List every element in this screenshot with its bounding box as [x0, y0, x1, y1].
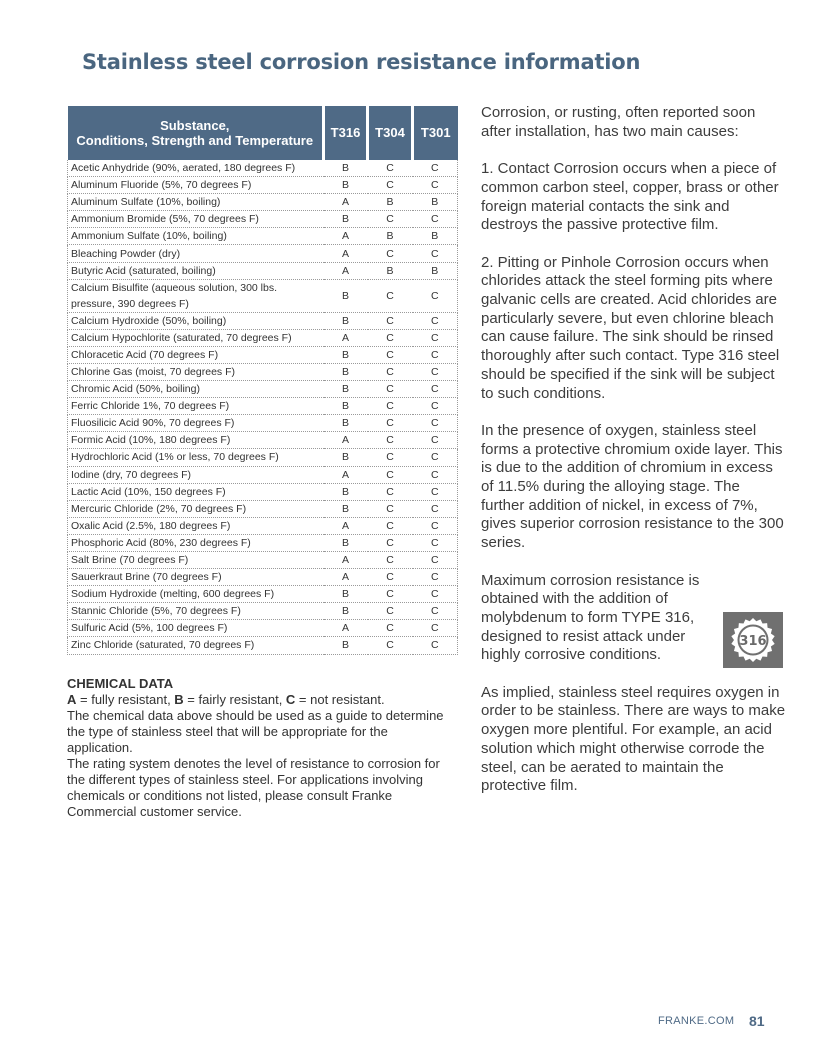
t301-rating: C	[413, 449, 458, 466]
t301-rating: B	[413, 262, 458, 279]
table-row	[68, 466, 458, 483]
table-row	[68, 329, 458, 346]
t316-rating: B	[324, 160, 368, 177]
t304-rating: C	[368, 245, 413, 262]
t304-rating: C	[368, 586, 413, 603]
t316-rating: B	[324, 483, 368, 500]
header-t316: T316	[324, 106, 368, 160]
t304-rating: C	[368, 637, 413, 654]
gear-seal-icon	[723, 612, 783, 668]
type-316-line: designed to resist attack under	[481, 627, 686, 645]
t301-rating: C	[413, 500, 458, 517]
t304-rating: C	[368, 620, 413, 637]
t304-rating: C	[368, 346, 413, 363]
corrosion-resistance-table	[67, 106, 458, 655]
t304-rating: C	[368, 329, 413, 346]
t304-rating: C	[368, 483, 413, 500]
t304-rating: B	[368, 262, 413, 279]
table-row	[68, 500, 458, 517]
table-row	[68, 381, 458, 398]
t304-rating: C	[368, 211, 413, 228]
t304-rating: C	[368, 466, 413, 483]
t301-rating: C	[413, 329, 458, 346]
t301-rating: C	[413, 381, 458, 398]
t301-rating: C	[413, 346, 458, 363]
chemical-data-section	[67, 676, 452, 820]
table-row	[68, 312, 458, 329]
t316-rating: B	[324, 415, 368, 432]
t301-rating: C	[413, 363, 458, 380]
t301-rating: C	[413, 177, 458, 194]
t316-rating: B	[324, 586, 368, 603]
contact-corrosion-paragraph: 1. Contact Corrosion occurs when a piece of common carbon steel, copper, brass or other foreign material contacts the sink and destroys the passive protective film.	[481, 160, 779, 234]
table-row	[68, 415, 458, 432]
substance-cell: Stannic Chloride (5%, 70 degrees F)	[68, 603, 324, 620]
t301-rating: C	[413, 586, 458, 603]
header-t304: T304	[368, 106, 413, 160]
t316-rating: A	[324, 517, 368, 534]
substance-cell: Ammonium Sulfate (10%, boiling)	[68, 228, 324, 245]
table-body	[68, 160, 458, 654]
t301-rating: B	[413, 228, 458, 245]
t304-rating: C	[368, 569, 413, 586]
t301-rating: C	[413, 432, 458, 449]
substance-cell: Mercuric Chloride (2%, 70 degrees F)	[68, 500, 324, 517]
table-row	[68, 194, 458, 211]
t304-rating: C	[368, 603, 413, 620]
substance-cell: Sauerkraut Brine (70 degrees F)	[68, 569, 324, 586]
t301-rating: C	[413, 466, 458, 483]
legend-text-c: = not resistant.	[295, 692, 385, 707]
t301-rating: B	[413, 194, 458, 211]
substance-cell: Phosphoric Acid (80%, 230 degrees F)	[68, 534, 324, 551]
substance-cell: Lactic Acid (10%, 150 degrees F)	[68, 483, 324, 500]
t301-rating: C	[413, 160, 458, 177]
table-row	[68, 346, 458, 363]
t304-rating: C	[368, 363, 413, 380]
substance-cell: Oxalic Acid (2.5%, 180 degrees F)	[68, 517, 324, 534]
legend-text-a: = fully resistant,	[76, 692, 175, 707]
t304-rating: C	[368, 517, 413, 534]
t301-rating: C	[413, 245, 458, 262]
substance-cell: Sodium Hydroxide (melting, 600 degrees F)	[68, 586, 324, 603]
substance-cell: Bleaching Powder (dry)	[68, 245, 324, 262]
table-row	[68, 534, 458, 551]
table-row	[68, 211, 458, 228]
t301-rating: C	[413, 517, 458, 534]
oxygen-paragraph: In the presence of oxygen, stainless steel forms a protective chromium oxide layer. This is due to the addition of chromium in excess of 11.5% during the alloying stage. The further addition of nickel, in excess of 7%, gives superior corrosion resistance to the 300 series.	[481, 421, 784, 552]
t301-rating: C	[413, 534, 458, 551]
legend-key-b: B	[174, 692, 184, 707]
t316-rating: A	[324, 432, 368, 449]
table-row	[68, 620, 458, 637]
t304-rating: C	[368, 381, 413, 398]
t304-rating: B	[368, 228, 413, 245]
pitting-corrosion-paragraph: 2. Pitting or Pinhole Corrosion occurs when chlorides attack the steel forming pits where galvanic cells are created. Acid chlorides are particularly severe, but even chlorine bleach can cause failure. The sink should be rinsed thoroughly after such contact. Type 316 steel should be specified if the sink will be subject to such conditions.	[481, 253, 780, 402]
t316-rating: A	[324, 245, 368, 262]
t304-rating: C	[368, 449, 413, 466]
type-316-line: molybdenum to form TYPE 316,	[481, 608, 695, 626]
t316-rating: B	[324, 449, 368, 466]
t316-rating: B	[324, 363, 368, 380]
table-row	[68, 637, 458, 654]
substance-cell: Calcium Bisulfite (aqueous solution, 300 lbs. pressure, 390 degrees F)	[68, 279, 324, 312]
t316-rating: A	[324, 329, 368, 346]
table-row	[68, 262, 458, 279]
substance-cell: Sulfuric Acid (5%, 100 degrees F)	[68, 620, 324, 637]
table-header-row	[68, 106, 458, 160]
t316-rating: B	[324, 211, 368, 228]
table-row	[68, 483, 458, 500]
table-row	[68, 160, 458, 177]
corrosion-table-wrap	[67, 106, 457, 655]
intro-paragraph: Corrosion, or rusting, often reported soon after installation, has two main causes:	[481, 104, 756, 140]
substance-cell: Aluminum Fluoride (5%, 70 degrees F)	[68, 177, 324, 194]
t301-rating: C	[413, 483, 458, 500]
type-316-line: highly corrosive conditions.	[481, 646, 662, 664]
type-316-badge	[723, 612, 783, 668]
table-row	[68, 586, 458, 603]
substance-cell: Chromic Acid (50%, boiling)	[68, 381, 324, 398]
t316-rating: A	[324, 194, 368, 211]
substance-cell: Ammonium Bromide (5%, 70 degrees F)	[68, 211, 324, 228]
badge-label: 316	[739, 634, 767, 649]
substance-cell: Chloracetic Acid (70 degrees F)	[68, 346, 324, 363]
t304-rating: B	[368, 194, 413, 211]
t301-rating: C	[413, 398, 458, 415]
substance-cell: Formic Acid (10%, 180 degrees F)	[68, 432, 324, 449]
table-row	[68, 517, 458, 534]
t301-rating: C	[413, 312, 458, 329]
table-row	[68, 363, 458, 380]
header-substance: Substance, Conditions, Strength and Temperature	[68, 106, 324, 160]
table-row	[68, 177, 458, 194]
table-row	[68, 551, 458, 568]
type-316-line: Maximum corrosion resistance is	[481, 571, 700, 589]
t304-rating: C	[368, 312, 413, 329]
substance-cell: Chlorine Gas (moist, 70 degrees F)	[68, 363, 324, 380]
header-t301: T301	[413, 106, 458, 160]
t316-rating: B	[324, 603, 368, 620]
substance-cell: Calcium Hydroxide (50%, boiling)	[68, 312, 324, 329]
t316-rating: B	[324, 500, 368, 517]
t301-rating: C	[413, 603, 458, 620]
page-title: Stainless steel corrosion resistance information	[82, 50, 641, 74]
substance-cell: Salt Brine (70 degrees F)	[68, 551, 324, 568]
t316-rating: A	[324, 551, 368, 568]
t316-rating: B	[324, 312, 368, 329]
table-row	[68, 245, 458, 262]
t301-rating: C	[413, 637, 458, 654]
t316-rating: B	[324, 534, 368, 551]
table-row	[68, 279, 458, 312]
table-row	[68, 398, 458, 415]
table-row	[68, 432, 458, 449]
table-row	[68, 449, 458, 466]
substance-cell: Calcium Hypochlorite (saturated, 70 degrees F)	[68, 329, 324, 346]
table-row	[68, 603, 458, 620]
t301-rating: C	[413, 279, 458, 312]
substance-cell: Iodine (dry, 70 degrees F)	[68, 466, 324, 483]
legend-key-a: A	[67, 692, 77, 707]
t304-rating: C	[368, 500, 413, 517]
substance-cell: Butyric Acid (saturated, boiling)	[68, 262, 324, 279]
substance-cell: Ferric Chloride 1%, 70 degrees F)	[68, 398, 324, 415]
t304-rating: C	[368, 551, 413, 568]
t316-rating: A	[324, 228, 368, 245]
t316-rating: B	[324, 381, 368, 398]
t304-rating: C	[368, 534, 413, 551]
t316-rating: A	[324, 620, 368, 637]
t316-rating: B	[324, 398, 368, 415]
type-316-line: obtained with the addition of	[481, 590, 668, 608]
page-number: 81	[749, 1013, 765, 1029]
t304-rating: C	[368, 177, 413, 194]
t316-rating: B	[324, 637, 368, 654]
chemical-data-guide-text: The chemical data above should be used as a guide to determine the type of stainless steel that will be appropriate for the application.	[67, 708, 444, 755]
footer-site: FRANKE.COM	[658, 1015, 735, 1027]
aeration-paragraph: As implied, stainless steel requires oxygen in order to be stainless. There are ways to make oxygen more plentiful. For example, an acid solution which might otherwise corrode the steel, can be aerated to maintain the protective film.	[481, 683, 786, 795]
t316-rating: B	[324, 177, 368, 194]
substance-cell: Zinc Chloride (saturated, 70 degrees F)	[68, 637, 324, 654]
t301-rating: C	[413, 415, 458, 432]
t316-rating: A	[324, 262, 368, 279]
table-row	[68, 569, 458, 586]
t304-rating: C	[368, 415, 413, 432]
t316-rating: B	[324, 346, 368, 363]
substance-cell: Acetic Anhydride (90%, aerated, 180 degrees F)	[68, 160, 324, 177]
t301-rating: C	[413, 620, 458, 637]
t316-rating: A	[324, 569, 368, 586]
substance-cell: Hydrochloric Acid (1% or less, 70 degrees F)	[68, 449, 324, 466]
substance-cell: Fluosilicic Acid 90%, 70 degrees F)	[68, 415, 324, 432]
table-row	[68, 228, 458, 245]
t301-rating: C	[413, 569, 458, 586]
t301-rating: C	[413, 211, 458, 228]
t304-rating: C	[368, 279, 413, 312]
t301-rating: C	[413, 551, 458, 568]
t304-rating: C	[368, 160, 413, 177]
legend-key-c: C	[285, 692, 296, 707]
t304-rating: C	[368, 398, 413, 415]
chemical-data-rating-text: The rating system denotes the level of resistance to corrosion for the different types of stainless steel. For applications involving chemicals or conditions not listed, please consult Franke Commercial customer service.	[67, 756, 440, 819]
legend-text-b: = fairly resistant,	[183, 692, 286, 707]
rating-legend	[67, 692, 452, 708]
t316-rating: B	[324, 279, 368, 312]
substance-cell: Aluminum Sulfate (10%, boiling)	[68, 194, 324, 211]
t304-rating: C	[368, 432, 413, 449]
chemical-data-heading: CHEMICAL DATA	[67, 676, 174, 691]
corrosion-info-column	[481, 104, 786, 815]
t316-rating: A	[324, 466, 368, 483]
